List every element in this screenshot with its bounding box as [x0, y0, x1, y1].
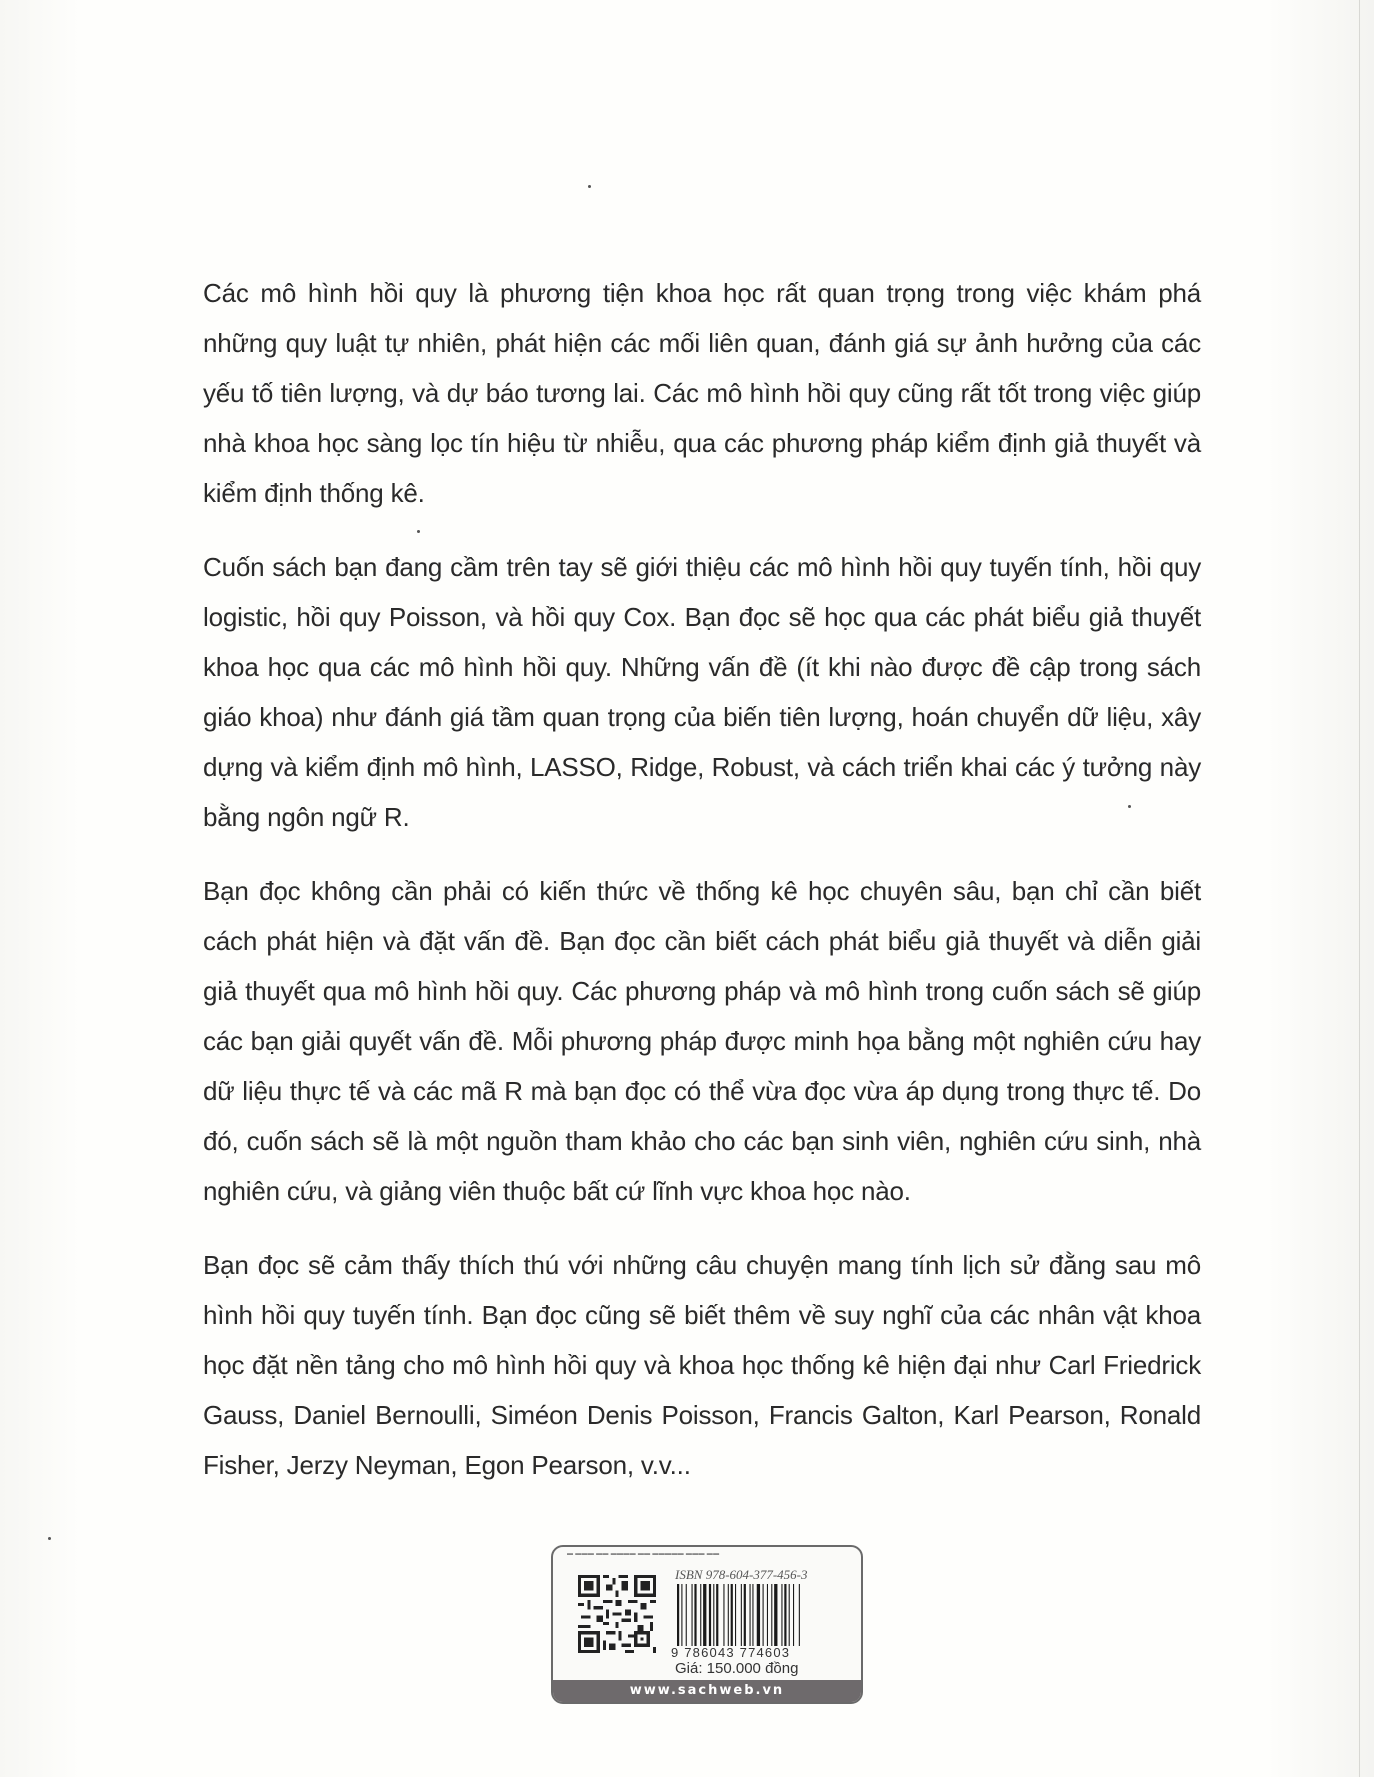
barcode-stripe	[771, 1584, 772, 1646]
barcode-stripe	[763, 1584, 764, 1646]
barcode-stripe	[713, 1584, 714, 1646]
qr-code-icon	[578, 1575, 656, 1653]
barcode-stripe	[741, 1584, 742, 1646]
barcode-stripe	[686, 1584, 687, 1646]
barcode-stripe	[793, 1584, 794, 1646]
barcode-stripe	[784, 1584, 786, 1646]
barcode-box	[551, 1545, 863, 1704]
barcode-stripe	[728, 1584, 729, 1646]
blurb-paragraph-1: Các mô hình hồi quy là phương tiện khoa học rất quan trọng trong việc khám phá những quy luật tự nhiên, phát hiện các mối liên quan, đánh giá sự ảnh hưởng của các yếu tố tiên lượng, và dự báo tương lai. Các mô hình hồi quy cũng rất tốt trong việc giúp nhà khoa học sàng lọc tín hiệu từ nhiễu, qua các phương pháp kiểm định giả thuyết và kiểm định thống kê.	[203, 278, 1201, 508]
blurb-paragraph-4: Bạn đọc sẽ cảm thấy thích thú với những câu chuyện mang tính lịch sử đằng sau mô hình hồi quy tuyến tính. Bạn đọc cũng sẽ biết thêm về suy nghĩ của các nhân vật khoa học đặt nền tảng cho mô hình hồi quy và khoa học thống kê hiện đại như Carl Friedrick Gauss, Daniel Bernoulli, Siméon Denis Poisson, Francis Galton, Karl Pearson, Ronald Fisher, Jerzy Neyman, Egon Pearson, v.v...	[203, 1250, 1201, 1480]
page-edge-line	[1359, 0, 1360, 1777]
barcode-stripe	[757, 1584, 760, 1646]
barcode-stripe	[703, 1584, 706, 1646]
price-label: Giá: 150.000 đồng	[675, 1660, 799, 1677]
barcode-stripe	[692, 1584, 693, 1646]
barcode-stripe	[744, 1584, 746, 1646]
barcode-stripe	[677, 1584, 679, 1646]
website-label: www.sachweb.vn	[553, 1680, 861, 1702]
barcode-stripe	[752, 1584, 753, 1646]
barcode-icon	[675, 1584, 843, 1646]
barcode-stripe	[716, 1584, 718, 1646]
blurb-paragraph-3: Bạn đọc không cần phải có kiến thức về thống kê học chuyên sâu, bạn chỉ cần biết cách phát hiện và đặt vấn đề. Bạn đọc cần biết cách phát biểu giả thuyết và diễn giải giả thuyết qua mô hình hồi quy. Các phương pháp và mô hình trong cuốn sách sẽ giúp các bạn giải quyết vấn đề. Mỗi phương pháp được minh họa bằng một nghiên cứu hay dữ liệu thực tế và các mã R mà bạn đọc có thể vừa đọc vừa áp dụng trong thực tế. Do đó, cuốn sách sẽ là một nguồn tham khảo cho các bạn sinh viên, nghiên cứu sinh, nhà nghiên cứu, và giảng viên thuộc bất cứ lĩnh vực khoa học nào.	[203, 876, 1201, 1206]
publisher-fine-print: ▬ ▬▬▬ ▬▬ ▬▬▬▬ ▬▬ ▬▬▬▬▬ ▬▬▬ ▬▬	[567, 1551, 720, 1557]
barcode-stripe	[774, 1584, 777, 1646]
paper-speck	[588, 185, 591, 188]
barcode-stripe	[731, 1584, 733, 1646]
barcode-stripe	[709, 1584, 711, 1646]
barcode-stripe	[789, 1584, 790, 1646]
paper-speck	[48, 1537, 51, 1540]
blurb-text	[203, 268, 1201, 1514]
barcode-stripe	[694, 1584, 696, 1646]
barcode-stripe	[700, 1584, 701, 1646]
barcode-stripe	[750, 1584, 751, 1646]
isbn-label: ISBN 978-604-377-456-3	[675, 1567, 808, 1582]
barcode-stripe	[767, 1584, 768, 1646]
barcode-stripe	[799, 1584, 800, 1646]
barcode-stripe	[723, 1584, 724, 1646]
blurb-paragraph-2: Cuốn sách bạn đang cầm trên tay sẽ giới thiệu các mô hình hồi quy tuyến tính, hồi quy logistic, hồi quy Poisson, và hồi quy Cox. Bạn đọc sẽ học qua các phát biểu giả thuyết khoa học qua các mô hình hồi quy. Những vấn đề (ít khi nào được đề cập trong sách giáo khoa) như đánh giá tầm quan trọng của biến tiên lượng, hoán chuyển dữ liệu, xây dựng và kiểm định mô hình, LASSO, Ridge, Robust, và cách triển khai các ý tưởng này bằng ngôn ngữ R.	[203, 552, 1201, 832]
barcode-stripe	[681, 1584, 682, 1646]
barcode-stripe	[735, 1584, 736, 1646]
barcode-stripe	[781, 1584, 782, 1646]
barcode-digits: 9 786043 774603	[671, 1645, 791, 1660]
